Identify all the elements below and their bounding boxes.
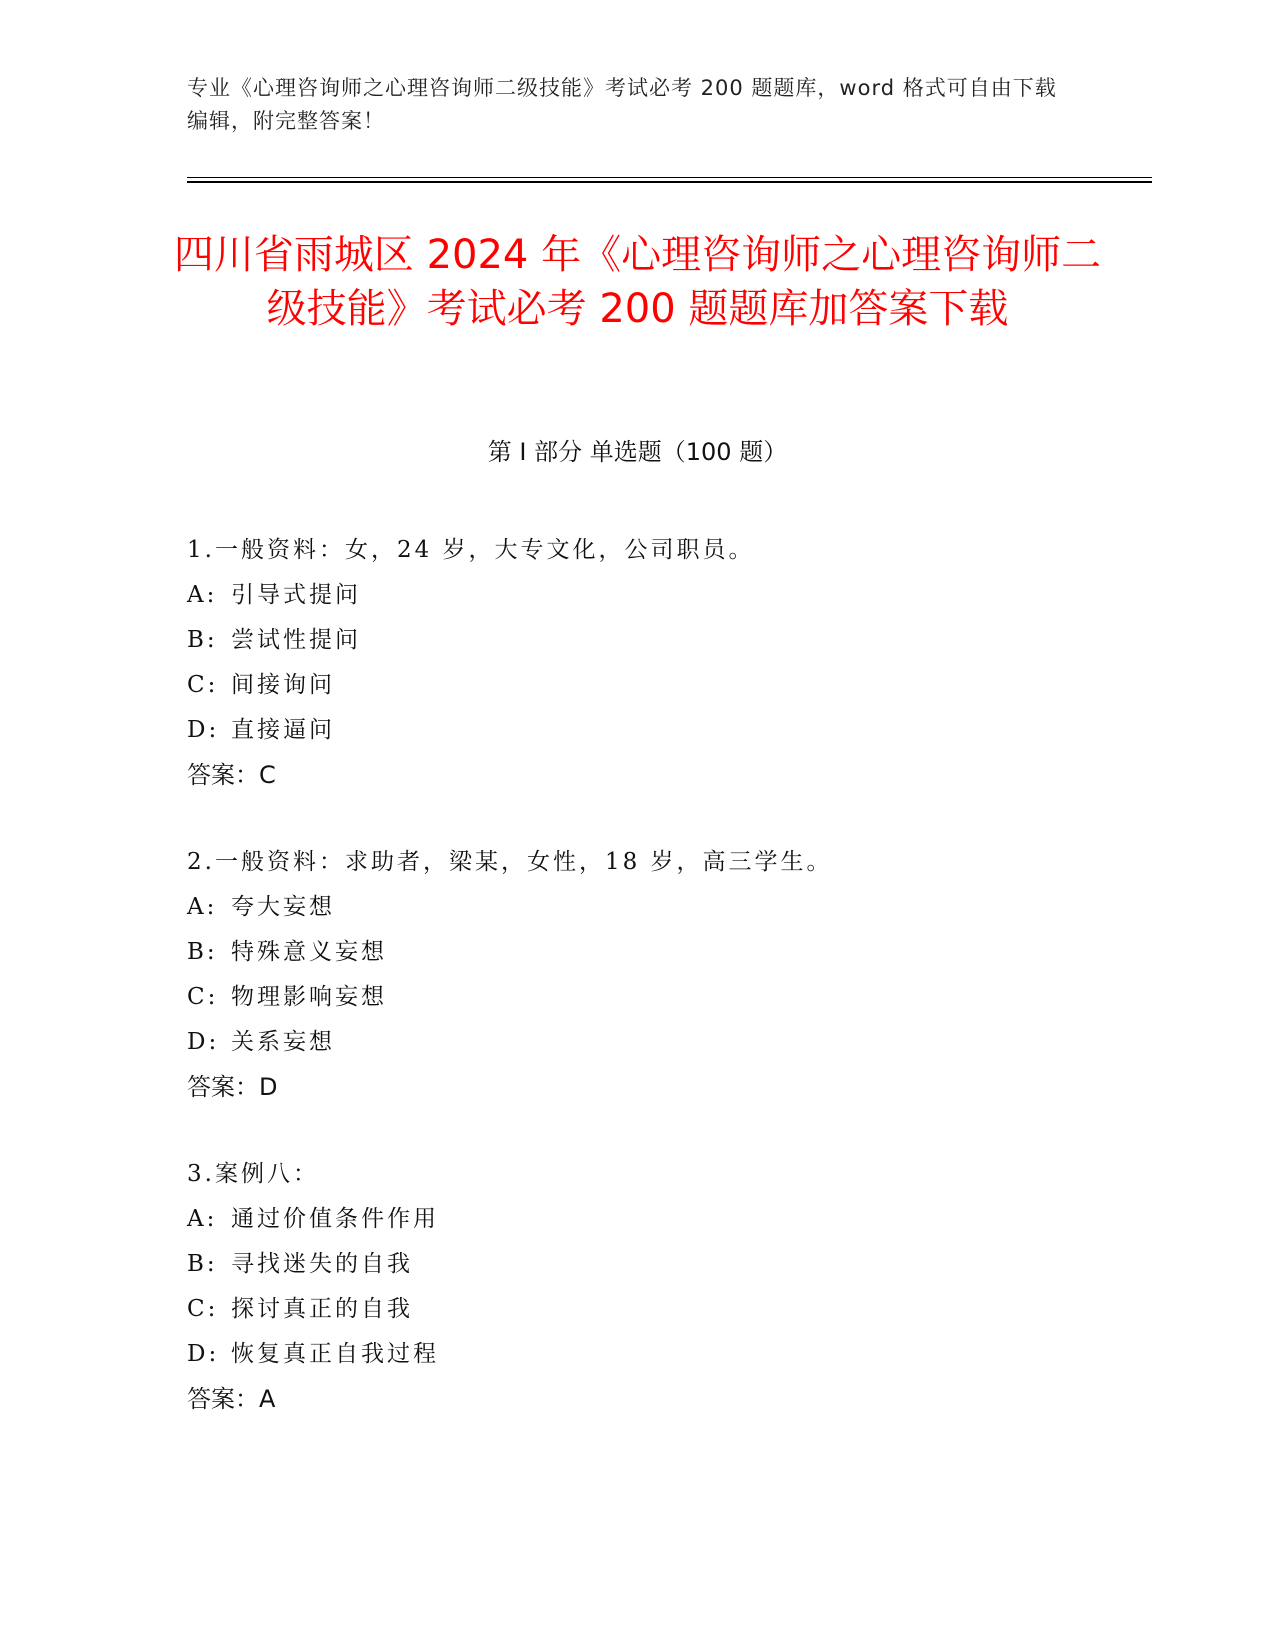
- option-text: 尝试性提问: [231, 627, 361, 653]
- option-a: [187, 1197, 1147, 1242]
- option-a: [187, 573, 1147, 618]
- answer-line: [187, 753, 1147, 798]
- option-c: [187, 975, 1147, 1020]
- option-text: 关系妄想: [231, 1029, 335, 1055]
- question-1: [187, 528, 1147, 798]
- answer-value: D: [259, 1073, 278, 1101]
- answer-line: [187, 1065, 1147, 1110]
- question-stem: 2.一般资料：求助者，梁某，女性，18 岁，高三学生。: [187, 849, 833, 875]
- option-text: 寻找迷失的自我: [231, 1251, 413, 1277]
- option-letter: C:: [187, 984, 219, 1010]
- option-letter: C:: [187, 1296, 219, 1322]
- option-b: [187, 618, 1147, 663]
- answer-value: C: [259, 761, 276, 789]
- option-letter: A:: [187, 1206, 218, 1232]
- option-letter: B:: [187, 627, 218, 653]
- option-b: [187, 930, 1147, 975]
- section-title: 第 I 部分 单选题（100 题）: [487, 438, 788, 466]
- header-note: 专业《心理咨询师之心理咨询师二级技能》考试必考 200 题题库，word 格式可自由下载编辑，附完整答案！: [187, 76, 1057, 133]
- question-3: [187, 1152, 1147, 1422]
- option-letter: D:: [187, 1029, 220, 1055]
- document-title: 四川省雨城区 2024 年《心理咨询师之心理咨询师二级技能》考试必考 200 题题库加答案下载: [173, 232, 1102, 332]
- option-text: 物理影响妄想: [231, 984, 387, 1010]
- option-d: [187, 1332, 1147, 1377]
- question-list: [187, 528, 1147, 1464]
- answer-label: 答案：: [187, 1073, 259, 1101]
- option-c: [187, 663, 1147, 708]
- option-letter: C:: [187, 672, 219, 698]
- answer-value: A: [259, 1385, 276, 1413]
- question-stem: 1.一般资料：女，24 岁，大专文化，公司职员。: [187, 537, 755, 563]
- header-rule-thick: [187, 181, 1152, 183]
- option-letter: D:: [187, 717, 220, 743]
- option-d: [187, 1020, 1147, 1065]
- option-a: [187, 885, 1147, 930]
- option-letter: B:: [187, 1251, 218, 1277]
- question-2: [187, 840, 1147, 1110]
- option-text: 特殊意义妄想: [231, 939, 387, 965]
- option-d: [187, 708, 1147, 753]
- header-rule-thin: [187, 177, 1152, 178]
- answer-line: [187, 1377, 1147, 1422]
- answer-label: 答案：: [187, 761, 259, 789]
- question-stem: 3.案例八：: [187, 1161, 319, 1187]
- option-text: 直接逼问: [231, 717, 335, 743]
- option-text: 探讨真正的自我: [231, 1296, 413, 1322]
- option-text: 引导式提问: [231, 582, 361, 608]
- option-text: 通过价值条件作用: [231, 1206, 439, 1232]
- option-text: 间接询问: [231, 672, 335, 698]
- option-letter: D:: [187, 1341, 220, 1367]
- option-text: 恢复真正自我过程: [231, 1341, 439, 1367]
- option-c: [187, 1287, 1147, 1332]
- option-letter: A:: [187, 582, 218, 608]
- option-letter: B:: [187, 939, 218, 965]
- option-text: 夸大妄想: [231, 894, 335, 920]
- option-letter: A:: [187, 894, 218, 920]
- option-b: [187, 1242, 1147, 1287]
- answer-label: 答案：: [187, 1385, 259, 1413]
